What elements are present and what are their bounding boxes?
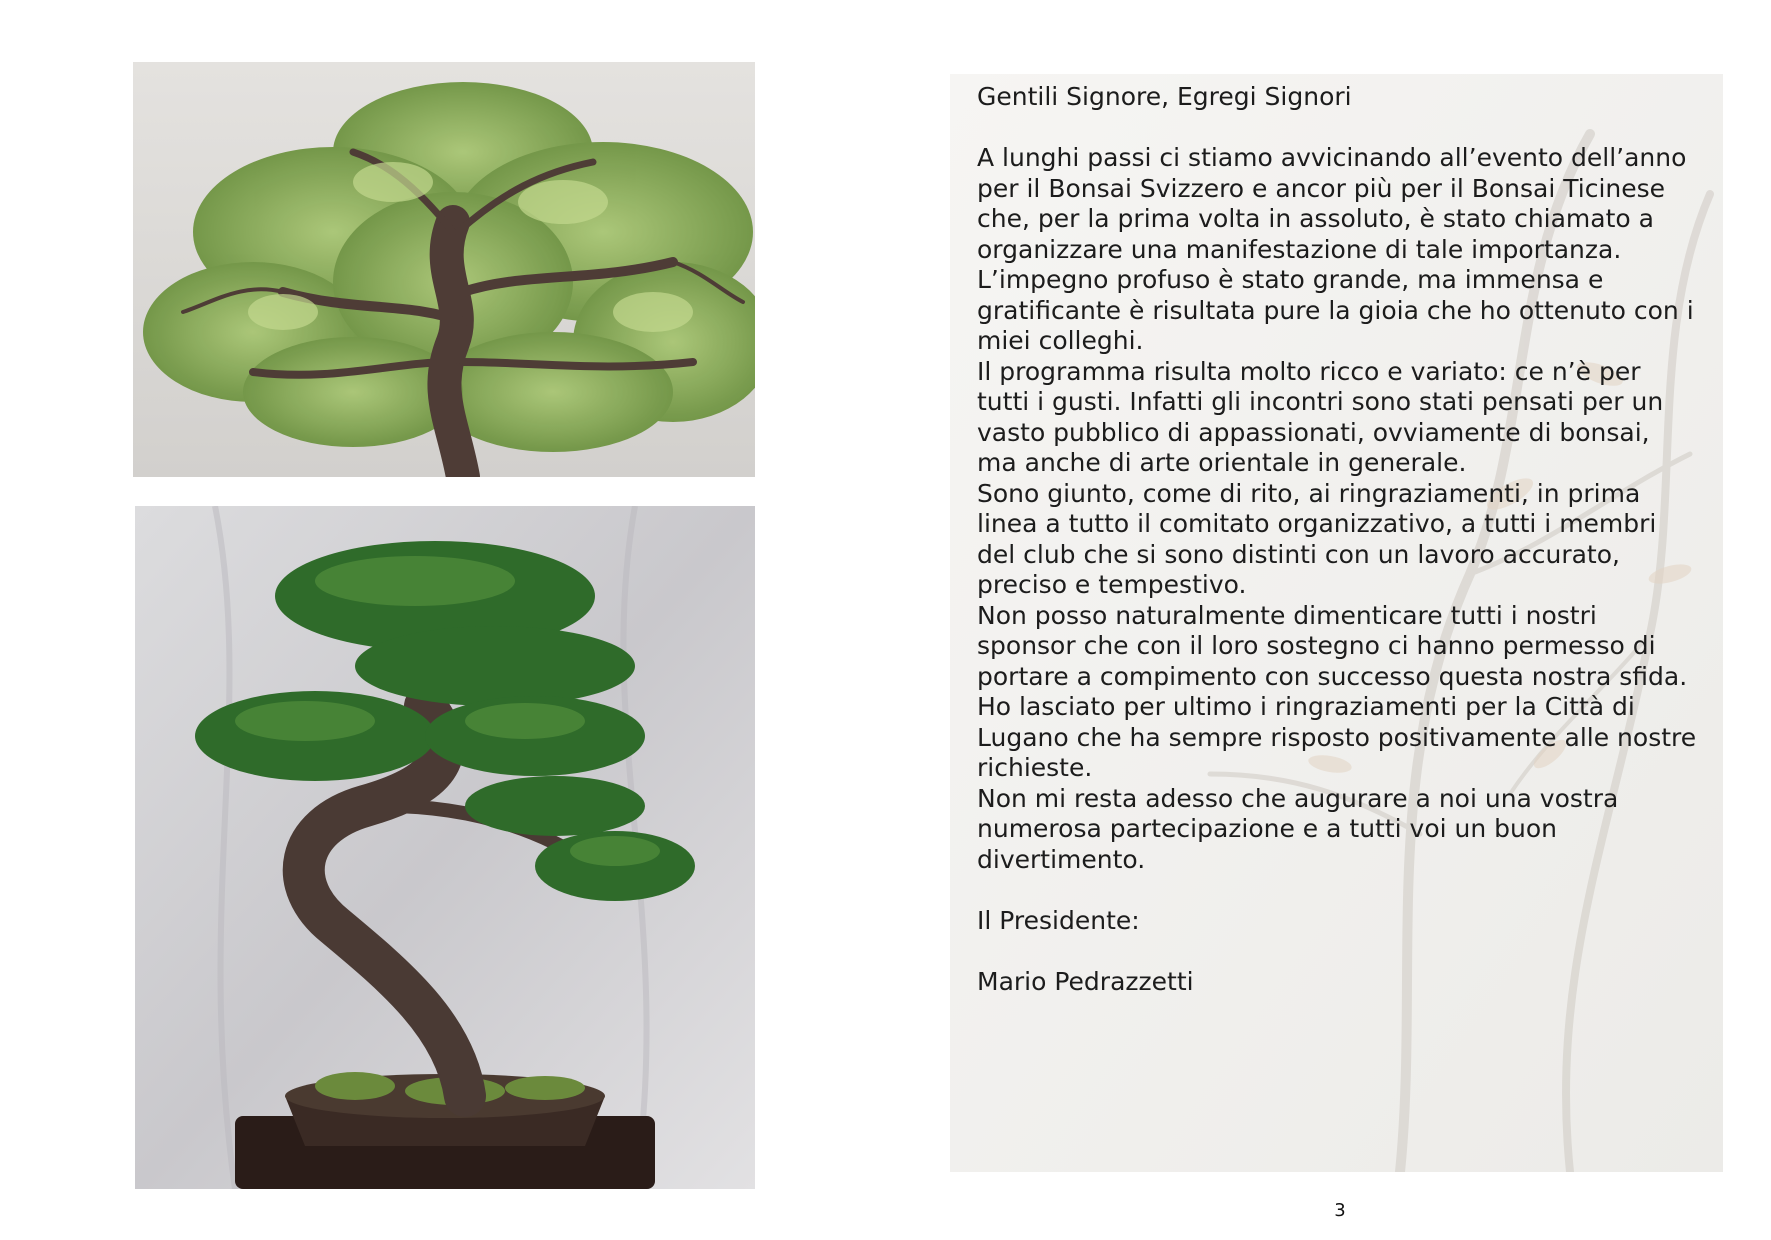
signature-name: Mario Pedrazzetti xyxy=(977,966,1194,996)
letter-paragraph: Il programma risulta molto ricco e variato: ce n’è per tutti i gusti. Infatti gli incontri sono stati pensati per un vasto pubblico di appassionati, ovviamente di bonsai, ma anche di arte orientale in generale. xyxy=(977,356,1664,477)
closing-title: Il Presidente: xyxy=(977,905,1140,935)
letter-paragraph: Sono giunto, come di rito, ai ringraziamenti, in prima linea a tutto il comitato organizzativo, a tutti i membri del club che si sono distinti con un lavoro accurato, preciso e tempestivo. xyxy=(977,478,1657,599)
letter-paragraph: A lunghi passi ci stiamo avvicinando all’evento dell’anno per il Bonsai Svizzero e ancor più per il Bonsai Ticinese che, per la prima volta in assoluto, è stato chiamato a organizzare una manifestazione di tale importanza. xyxy=(977,143,1687,264)
letter-paragraph: Non posso naturalmente dimenticare tutti i nostri sponsor che con il loro sostegno ci hanno permesso di portare a compimento con successo questa nostra sfida. xyxy=(977,600,1688,691)
letter-paragraph: Non mi resta adesso che augurare a noi una vostra numerosa partecipazione e a tutti voi un buon divertimento. xyxy=(977,783,1619,874)
letter-salutation: Gentili Signore, Egregi Signori xyxy=(977,82,1352,111)
bonsai-photo-pine xyxy=(135,506,755,1189)
bonsai-photo-deciduous xyxy=(133,62,755,477)
letter-paragraph: L’impegno profuso è stato grande, ma immensa e gratificante è risultata pure la gioia che ho ottenuto con i miei colleghi. xyxy=(977,265,1694,355)
letter-panel xyxy=(950,74,1723,1172)
page-number: 3 xyxy=(1334,1200,1346,1221)
letter-paragraph: Ho lasciato per ultimo i ringraziamenti per la Città di Lugano che ha sempre risposto positivamente alle nostre richieste. xyxy=(977,692,1697,782)
letter-text xyxy=(977,82,1697,997)
